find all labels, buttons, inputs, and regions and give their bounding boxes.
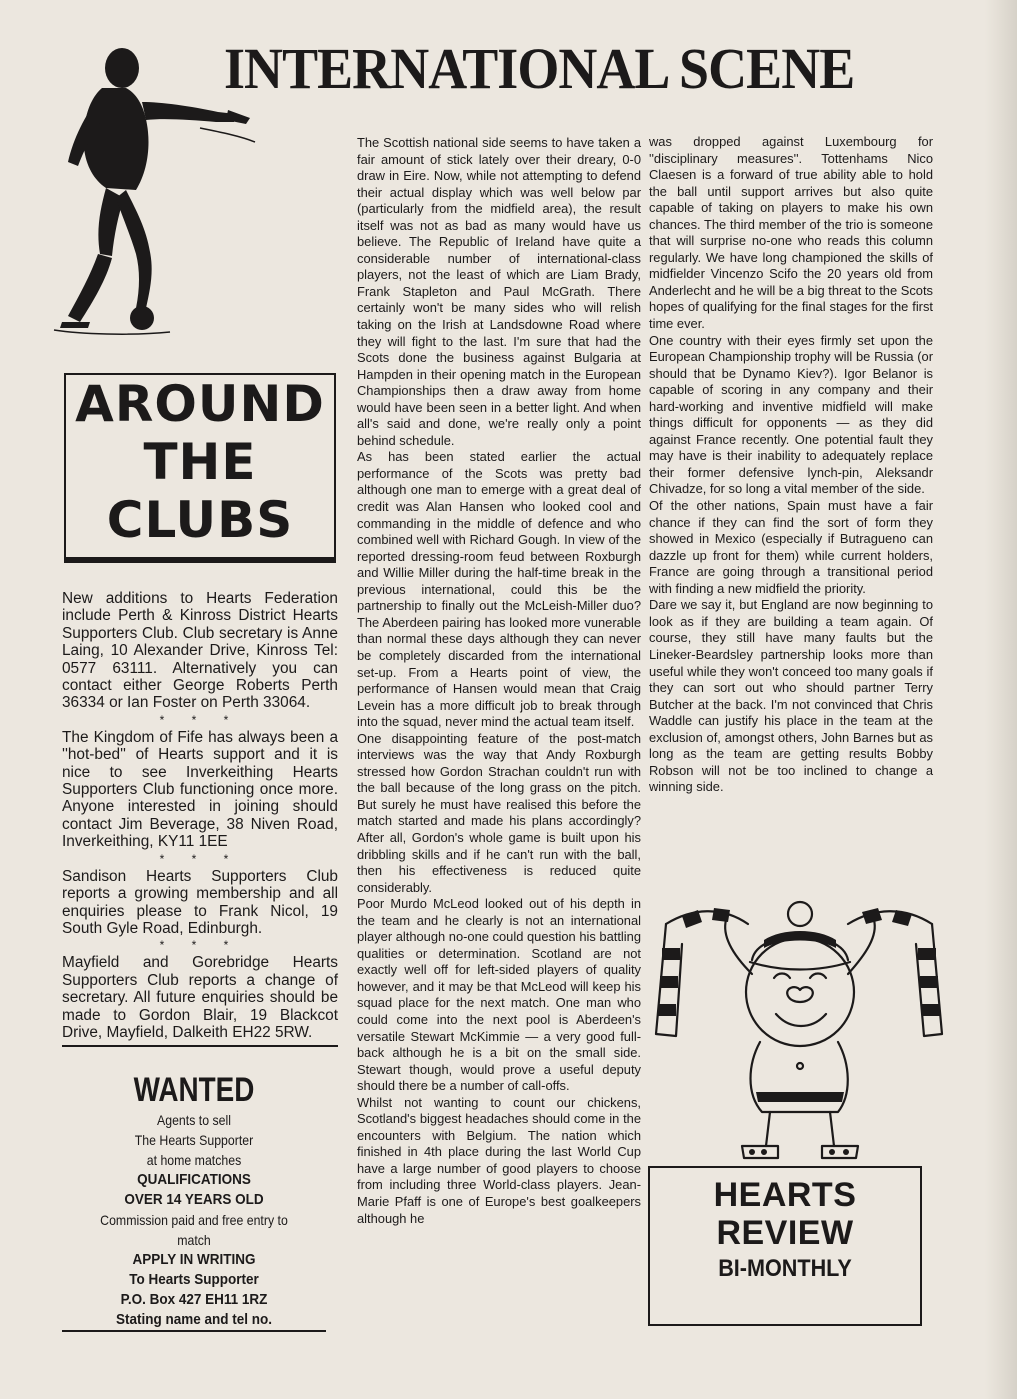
- heading-line: AROUND: [75, 375, 325, 433]
- wanted-line: match: [177, 1232, 211, 1248]
- footballer-illustration: [50, 40, 280, 340]
- hearts-fan-cartoon: [652, 884, 952, 1164]
- article-paragraph: Poor Murdo McLeod looked out of his depth in the team and he clearly is not an international player although no-one could question his battling qualities or determination. Scotland are not exactly well off for left-sided players of quality however, and it may be that McLeod will keep his squad place for the next match. One man who could come into the next pool is Aberdeen's versatile Stewart McKimmie — a very good full-back although he is a bit on the small side. Stewart though, would prove a useful deputy should there be a number of call-offs.: [357, 896, 641, 1094]
- article-paragraph: was dropped against Luxembourg for ''disciplinary measures''. Tottenhams Nico Claesen is a forward of true ability able to hold the ball until support arrives but also quite capable of taking on players to make his own chances. The third member of the trio is someone that will surprise no-one who reads this column regularly. We have long championed the skills of midfielder Vincenzo Scifo the 20 years old from Anderlecht and he will be a big threat to the Scots hopes of qualifying for the final stages for the first time ever.: [649, 134, 933, 332]
- clubs-paragraph: Sandison Hearts Supporters Club reports a growing membership and all enquiries please to Frank Nicol, 19 South Gyle Road, Edinburgh.: [62, 867, 338, 937]
- wanted-line: Commission paid and free entry to: [100, 1212, 288, 1228]
- page-headline: INTERNATIONAL SCENE: [224, 36, 855, 101]
- wanted-line: P.O. Box 427 EH11 1RZ: [120, 1291, 268, 1308]
- article-paragraph: Whilst not wanting to count our chickens, Scotland's biggest headaches should come in the encounters with Belgium. The nation which finished in 4th place during the last World Cup have a large number of good players to choose from including three World-class players. Jean-Marie Pfaff is one of Europe's best goalkeepers although he: [357, 1094, 641, 1226]
- review-line: REVIEW: [716, 1214, 854, 1252]
- wanted-line: QUALIFICATIONS: [137, 1171, 251, 1188]
- wanted-line: at home matches: [146, 1152, 242, 1168]
- article-paragraph: As has been stated earlier the actual performance of the Scots was pretty bad although one man to emerge with a great deal of credit was Alan Hansen who looked cool and commanding in the middle of defence and who combined well with Richard Gough. In view of the reported dressing-room feud between Roxburgh and Willie Miller during the half-time break in the previous international, could this be the partnership to finally out the McLeish-Miller duo? The Aberdeen pairing has looked more vunerable than normal these days although they can never be completely discarded from the international set-up. From a Hearts point of view, the performance of Hansen would mean that Craig Levein has a more difficult job to break through into the squad, never mind the actual team itself.: [357, 449, 641, 730]
- separator-stars: * * *: [159, 938, 241, 953]
- divider: [62, 1045, 338, 1047]
- article-column-1: [357, 135, 641, 1227]
- review-line: HEARTS: [713, 1176, 857, 1214]
- heading-underline: [64, 559, 336, 563]
- wanted-title: WANTED: [133, 1071, 255, 1109]
- heading-line: THE: [143, 433, 257, 491]
- wanted-advert: [62, 1068, 326, 1332]
- clubs-paragraph: The Kingdom of Fife has always been a ''hot-bed'' of Hearts support and it is nice to see Inverkeithing Hearts Supporters Club functioning once more. Anyone interested in joining should contact Jim Beverage, 38 Niven Road, Inverkeithing, KY11 1EE: [62, 728, 338, 851]
- around-the-clubs-heading: [64, 373, 336, 559]
- clubs-paragraph: New additions to Hearts Federation include Perth & Kinross District Hearts Supporters Club. Club secretary is Anne Laing, 10 Alexander Drive, Kinross Tel: 0577 63111. Alternatively you can contact either George Roberts Perth 36334 or Ian Foster on Perth 33064.: [62, 590, 338, 712]
- review-frequency: BI-MONTHLY: [718, 1255, 852, 1282]
- separator-stars: * * *: [159, 712, 241, 727]
- clubs-paragraph: Mayfield and Gorebridge Hearts Supporters Club reports a change of secretary. All future enquiries should be made to Gordon Blair, 19 Blackcot Drive, Mayfield, Dalkeith EH22 5RW.: [62, 954, 338, 1041]
- wanted-line: The Hearts Supporter: [134, 1132, 254, 1148]
- article-paragraph: The Scottish national side seems to have taken a fair amount of stick lately over their dreary, 0-0 draw in Eire. Now, while not attempting to defend their actual display which was well below par (particularly from the midfield area), the result itself was not as bad as many would have us believe. The Republic of Ireland have quite a considerable number of international-class players, not the least of which are Liam Brady, Frank Stapleton and Paul McGrath. There certainly won't be many sides who will relish taking on the Irish at Landsdowne Road where they will fight to the last. I'm sure that had the Scots done the business against Bulgaria at Hampden in their opening match in the European Championships then a draw away from home would have been seen in a better light. And when all's said and done, we're really only a point behind schedule.: [357, 135, 641, 448]
- article-paragraph: One disappointing feature of the post-match interviews was the way that Andy Roxburgh stressed how Gordon Strachan couldn't run with the ball because of the long grass on the pitch. But surely he must have realised this before the match started and made his plans accordingly? After all, Gordon's whole game is built upon his dribbling skills and if he can't run with the ball, then his effectiveness is reduced quite considerably.: [357, 730, 641, 895]
- heading-line: CLUBS: [106, 491, 294, 549]
- wanted-line: To Hearts Supporter: [129, 1271, 259, 1288]
- article-paragraph: Of the other nations, Spain must have a fair chance if they can find the sort of form they showed in Mexico (especially if Butragueno can dazzle up front for them) while current holders, France are going through a transitional period with finding a new midfield the priority.: [649, 498, 933, 596]
- around-the-clubs-column: [62, 590, 338, 1047]
- article-column-2: [649, 134, 933, 796]
- wanted-line: OVER 14 YEARS OLD: [124, 1191, 264, 1208]
- article-paragraph: One country with their eyes firmly set upon the European Championship trophy will be Russia (or should that be Dynamo Kiev?). Igor Belanor is capable of scoring in any company and their hard-working and inventive midfield will make things difficult for opponents — as they did against France recently. One potential fault they may have is their inability to adequately replace their former defensive lynch-pin, Aleksandr Chivadze, for so long a vital member of the side.: [649, 332, 933, 497]
- hearts-review-advert: [648, 1166, 922, 1326]
- wanted-line: Agents to sell: [157, 1112, 231, 1128]
- wanted-line: Stating name and tel no.: [115, 1311, 273, 1328]
- article-paragraph: Dare we say it, but England are now beginning to look as if they are building a team again. Of course, they still have many faults but the Lineker-Beardsley partnership looks more than useful while they won't conceed too many goals if they can sort out who should partner Terry Butcher at the back. I'm not convinced that Chris Waddle can justify his place in the team at the exclusion of, amongst others, John Barnes but as long as the team are getting results Bobby Robson will not be too inclined to change a winning side.: [649, 597, 933, 795]
- wanted-line: APPLY IN WRITING: [132, 1251, 256, 1268]
- page-edge: [985, 0, 1017, 1399]
- separator-stars: * * *: [159, 851, 241, 866]
